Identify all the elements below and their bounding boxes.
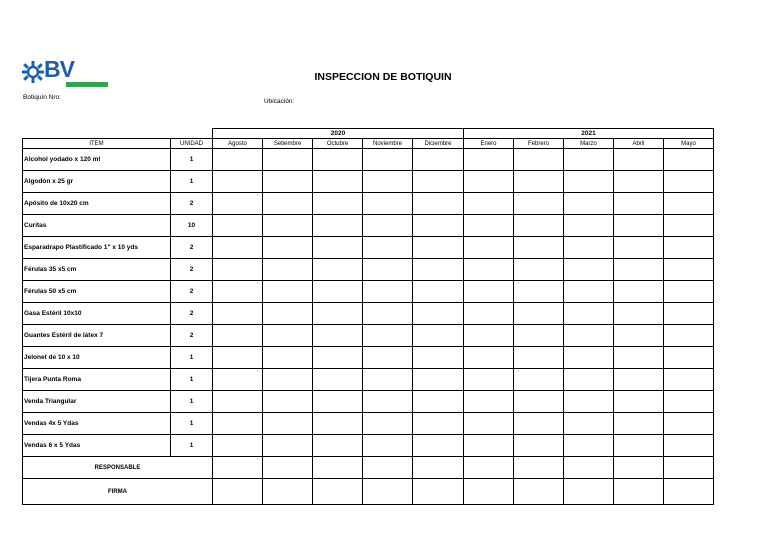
inspection-cell[interactable] <box>263 325 313 347</box>
inspection-cell[interactable] <box>263 281 313 303</box>
inspection-cell[interactable] <box>564 281 614 303</box>
inspection-cell[interactable] <box>564 303 614 325</box>
inspection-cell[interactable] <box>413 237 464 259</box>
table-row <box>23 237 714 259</box>
page-title: INSPECCION DE BOTIQUIN <box>314 71 452 83</box>
inspection-cell[interactable] <box>664 193 714 215</box>
item-name: Apósito de 10x20 cm <box>23 193 171 215</box>
inspection-cell[interactable] <box>313 413 363 435</box>
inspection-cell[interactable] <box>464 435 514 457</box>
column-header-item: ITEM <box>23 139 171 149</box>
inspection-cell[interactable] <box>514 193 564 215</box>
inspection-cell[interactable] <box>413 303 464 325</box>
inspection-cell[interactable] <box>413 193 464 215</box>
logo-wordmark: BV <box>44 56 74 82</box>
item-unit: 2 <box>171 193 213 215</box>
responsable-cell[interactable] <box>363 457 413 479</box>
item-name: Alcohol yodado x 120 ml <box>23 149 171 171</box>
inspection-cell[interactable] <box>363 369 413 391</box>
inspection-cell[interactable] <box>413 369 464 391</box>
column-header-month: Diciembre <box>413 139 464 149</box>
inspection-cell[interactable] <box>313 325 363 347</box>
inspection-cell[interactable] <box>263 171 313 193</box>
inspection-cell[interactable] <box>213 325 263 347</box>
responsable-cell[interactable] <box>564 457 614 479</box>
table-row <box>23 325 714 347</box>
firma-cell[interactable] <box>313 479 363 505</box>
inspection-cell[interactable] <box>664 215 714 237</box>
inspection-cell[interactable] <box>263 193 313 215</box>
inspection-cell[interactable] <box>614 303 664 325</box>
inspection-cell[interactable] <box>363 237 413 259</box>
inspection-cell[interactable] <box>664 303 714 325</box>
item-name: Férulas 35 x5 cm <box>23 259 171 281</box>
inspection-cell[interactable] <box>313 435 363 457</box>
inspection-cell[interactable] <box>313 149 363 171</box>
year-header-row <box>23 129 714 139</box>
inspection-cell[interactable] <box>263 413 313 435</box>
inspection-table <box>22 128 714 505</box>
inspection-cell[interactable] <box>313 171 363 193</box>
inspection-cell[interactable] <box>664 413 714 435</box>
item-name: Férulas 50 x5 cm <box>23 281 171 303</box>
inspection-cell[interactable] <box>413 259 464 281</box>
table-row <box>23 193 714 215</box>
inspection-cell[interactable] <box>213 215 263 237</box>
inspection-cell[interactable] <box>313 237 363 259</box>
inspection-cell[interactable] <box>413 281 464 303</box>
inspection-cell[interactable] <box>363 259 413 281</box>
inspection-cell[interactable] <box>564 237 614 259</box>
inspection-cell[interactable] <box>614 237 664 259</box>
item-unit: 1 <box>171 347 213 369</box>
inspection-cell[interactable] <box>413 215 464 237</box>
responsable-cell[interactable] <box>313 457 363 479</box>
item-name: Vendas 6 x 5 Ydas <box>23 435 171 457</box>
inspection-cell[interactable] <box>664 435 714 457</box>
item-name: Algodón x 25 gr <box>23 171 171 193</box>
inspection-cell[interactable] <box>464 325 514 347</box>
table-row <box>23 149 714 171</box>
inspection-cell[interactable] <box>664 171 714 193</box>
table-row <box>23 435 714 457</box>
inspection-cell[interactable] <box>413 435 464 457</box>
item-unit: 2 <box>171 237 213 259</box>
inspection-cell[interactable] <box>413 413 464 435</box>
table-row <box>23 281 714 303</box>
item-name: Gasa Estéril 10x10 <box>23 303 171 325</box>
inspection-cell[interactable] <box>614 325 664 347</box>
inspection-cell[interactable] <box>263 347 313 369</box>
ubicacion-label: Ubicación: <box>264 98 295 105</box>
inspection-cell[interactable] <box>564 259 614 281</box>
firma-cell[interactable] <box>213 479 263 505</box>
firma-cell[interactable] <box>263 479 313 505</box>
inspection-cell[interactable] <box>363 149 413 171</box>
inspection-cell[interactable] <box>213 413 263 435</box>
inspection-cell[interactable] <box>664 369 714 391</box>
inspection-cell[interactable] <box>564 171 614 193</box>
inspection-cell[interactable] <box>564 435 614 457</box>
inspection-cell[interactable] <box>464 237 514 259</box>
inspection-cell[interactable] <box>263 259 313 281</box>
inspection-cell[interactable] <box>363 281 413 303</box>
inspection-cell[interactable] <box>614 171 664 193</box>
inspection-cell[interactable] <box>664 259 714 281</box>
inspection-cell[interactable] <box>514 149 564 171</box>
column-header-row <box>23 139 714 149</box>
inspection-cell[interactable] <box>413 149 464 171</box>
inspection-cell[interactable] <box>363 435 413 457</box>
responsable-cell[interactable] <box>464 457 514 479</box>
column-header-month: Febrero <box>514 139 564 149</box>
table-row <box>23 259 714 281</box>
inspection-cell[interactable] <box>464 259 514 281</box>
inspection-cell[interactable] <box>313 193 363 215</box>
inspection-cell[interactable] <box>413 391 464 413</box>
inspection-cell[interactable] <box>514 215 564 237</box>
inspection-cell[interactable] <box>564 325 614 347</box>
inspection-cell[interactable] <box>614 215 664 237</box>
inspection-cell[interactable] <box>564 193 614 215</box>
year-header-2020: 2020 <box>213 129 464 139</box>
table-row <box>23 369 714 391</box>
inspection-cell[interactable] <box>263 369 313 391</box>
item-unit: 1 <box>171 149 213 171</box>
inspection-cell[interactable] <box>363 215 413 237</box>
inspection-cell[interactable] <box>614 149 664 171</box>
inspection-cell[interactable] <box>464 149 514 171</box>
inspection-cell[interactable] <box>514 171 564 193</box>
inspection-cell[interactable] <box>213 347 263 369</box>
inspection-cell[interactable] <box>614 369 664 391</box>
inspection-cell[interactable] <box>514 325 564 347</box>
inspection-cell[interactable] <box>564 215 614 237</box>
inspection-cell[interactable] <box>464 171 514 193</box>
inspection-cell[interactable] <box>664 281 714 303</box>
responsable-row <box>23 457 714 479</box>
responsable-cell[interactable] <box>263 457 313 479</box>
firma-label: FIRMA <box>23 479 213 505</box>
inspection-cell[interactable] <box>614 281 664 303</box>
inspection-cell[interactable] <box>213 435 263 457</box>
firma-cell[interactable] <box>564 479 614 505</box>
inspection-cell[interactable] <box>614 347 664 369</box>
inspection-cell[interactable] <box>363 391 413 413</box>
responsable-cell[interactable] <box>213 457 263 479</box>
inspection-cell[interactable] <box>464 413 514 435</box>
inspection-cell[interactable] <box>614 413 664 435</box>
year-header-2021: 2021 <box>464 129 714 139</box>
inspection-cell[interactable] <box>464 347 514 369</box>
responsable-cell[interactable] <box>664 457 714 479</box>
inspection-cell[interactable] <box>464 215 514 237</box>
inspection-cell[interactable] <box>514 303 564 325</box>
column-header-month: Octubre <box>313 139 363 149</box>
inspection-cell[interactable] <box>664 149 714 171</box>
firma-cell[interactable] <box>614 479 664 505</box>
inspection-cell[interactable] <box>464 391 514 413</box>
item-unit: 10 <box>171 215 213 237</box>
inspection-cell[interactable] <box>514 237 564 259</box>
inspection-cell[interactable] <box>213 391 263 413</box>
blank-corner <box>23 129 213 139</box>
item-unit: 1 <box>171 391 213 413</box>
inspection-cell[interactable] <box>664 347 714 369</box>
item-unit: 1 <box>171 171 213 193</box>
inspection-cell[interactable] <box>564 369 614 391</box>
column-header-month: Marzo <box>564 139 614 149</box>
inspection-cell[interactable] <box>363 303 413 325</box>
inspection-cell[interactable] <box>263 149 313 171</box>
item-name: Curitas <box>23 215 171 237</box>
inspection-cell[interactable] <box>413 347 464 369</box>
inspection-cell[interactable] <box>413 325 464 347</box>
table-row <box>23 303 714 325</box>
botiquin-number-label: Botiquín Nro: <box>23 94 61 101</box>
item-name: Guantes Estéril de látex 7 <box>23 325 171 347</box>
item-name: Tijera Punta Roma <box>23 369 171 391</box>
column-header-month: Abril <box>614 139 664 149</box>
inspection-cell[interactable] <box>514 259 564 281</box>
inspection-cell[interactable] <box>464 303 514 325</box>
inspection-cell[interactable] <box>464 193 514 215</box>
inspection-cell[interactable] <box>213 259 263 281</box>
column-header-month: Mayo <box>664 139 714 149</box>
responsable-cell[interactable] <box>614 457 664 479</box>
responsable-cell[interactable] <box>413 457 464 479</box>
inspection-cell[interactable] <box>514 435 564 457</box>
inspection-cell[interactable] <box>614 435 664 457</box>
table-row <box>23 171 714 193</box>
inspection-cell[interactable] <box>464 369 514 391</box>
inspection-cell[interactable] <box>413 171 464 193</box>
inspection-cell[interactable] <box>213 237 263 259</box>
firma-cell[interactable] <box>363 479 413 505</box>
inspection-cell[interactable] <box>514 347 564 369</box>
column-header-unidad: UNIDAD <box>171 139 213 149</box>
item-unit: 2 <box>171 303 213 325</box>
inspection-cell[interactable] <box>363 193 413 215</box>
column-header-month: Setiembre <box>263 139 313 149</box>
column-header-month: Agosto <box>213 139 263 149</box>
firma-row <box>23 479 714 505</box>
table-row <box>23 413 714 435</box>
inspection-cell[interactable] <box>313 369 363 391</box>
item-unit: 2 <box>171 281 213 303</box>
inspection-cell[interactable] <box>263 391 313 413</box>
item-unit: 2 <box>171 325 213 347</box>
inspection-cell[interactable] <box>664 391 714 413</box>
inspection-cell[interactable] <box>213 193 263 215</box>
inspection-cell[interactable] <box>514 413 564 435</box>
inspection-cell[interactable] <box>363 171 413 193</box>
inspection-cell[interactable] <box>213 303 263 325</box>
firma-cell[interactable] <box>664 479 714 505</box>
inspection-cell[interactable] <box>564 347 614 369</box>
responsable-cell[interactable] <box>514 457 564 479</box>
firma-cell[interactable] <box>413 479 464 505</box>
inspection-cell[interactable] <box>514 281 564 303</box>
table-row <box>23 215 714 237</box>
inspection-cell[interactable] <box>363 413 413 435</box>
item-unit: 1 <box>171 369 213 391</box>
item-name: Venda Triangular <box>23 391 171 413</box>
firma-cell[interactable] <box>464 479 514 505</box>
item-unit: 1 <box>171 413 213 435</box>
item-unit: 1 <box>171 435 213 457</box>
inspection-cell[interactable] <box>313 303 363 325</box>
inspection-cell[interactable] <box>514 391 564 413</box>
firma-cell[interactable] <box>514 479 564 505</box>
table-row <box>23 347 714 369</box>
inspection-cell[interactable] <box>213 149 263 171</box>
inspection-cell[interactable] <box>313 281 363 303</box>
inspection-cell[interactable] <box>363 325 413 347</box>
inspection-cell[interactable] <box>614 259 664 281</box>
inspection-cell[interactable] <box>213 281 263 303</box>
inspection-cell[interactable] <box>514 369 564 391</box>
inspection-cell[interactable] <box>213 369 263 391</box>
inspection-cell[interactable] <box>313 347 363 369</box>
inspection-cell[interactable] <box>263 303 313 325</box>
inspection-cell[interactable] <box>664 237 714 259</box>
inspection-cell[interactable] <box>263 215 313 237</box>
inspection-cell[interactable] <box>564 149 614 171</box>
inspection-cell[interactable] <box>614 391 664 413</box>
column-header-month: Noviembre <box>363 139 413 149</box>
inspection-cell[interactable] <box>614 193 664 215</box>
inspection-cell[interactable] <box>313 391 363 413</box>
item-name: Jelonet de 10 x 10 <box>23 347 171 369</box>
item-name: Vendas 4x 5 Ydas <box>23 413 171 435</box>
inspection-cell[interactable] <box>213 171 263 193</box>
inspection-cell[interactable] <box>564 391 614 413</box>
table-row <box>23 391 714 413</box>
item-unit: 2 <box>171 259 213 281</box>
inspection-cell[interactable] <box>313 259 363 281</box>
inspection-cell[interactable] <box>263 237 313 259</box>
column-header-month: Enero <box>464 139 514 149</box>
inspection-cell[interactable] <box>263 435 313 457</box>
inspection-cell[interactable] <box>464 281 514 303</box>
inspection-cell[interactable] <box>664 325 714 347</box>
inspection-cell[interactable] <box>363 347 413 369</box>
inspection-cell[interactable] <box>313 215 363 237</box>
item-name: Esparadrapo Plastificado 1" x 10 yds <box>23 237 171 259</box>
responsable-label: RESPONSABLE <box>23 457 213 479</box>
inspection-cell[interactable] <box>564 413 614 435</box>
